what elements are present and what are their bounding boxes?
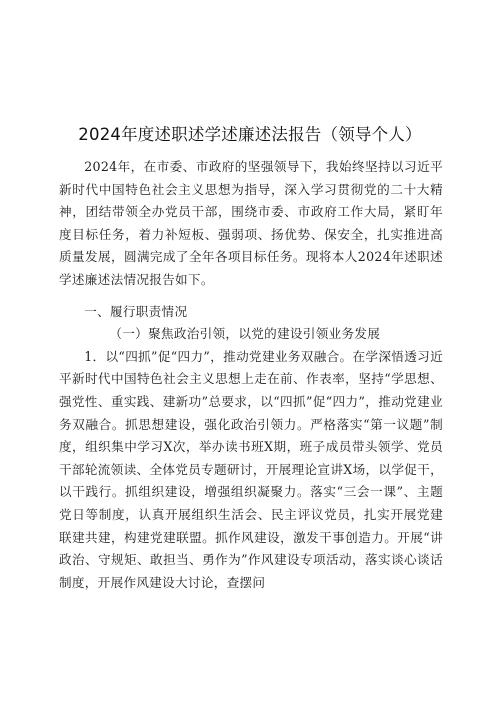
document-body: [59, 156, 443, 594]
item-paragraph-four-grasps: 1．以“四抓”促“四力”，推动党建业务双融合。在学深悟透习近平新时代中国特色社会主义思想上走在前、作表率，坚持“学思想、强党性、重实践、建新功”总要求，以“四抓”促“四力”，推动党建业务双融合。抓思想建设，强化政治引领力。严格落实“第一议题”制度，组织集中学习X次，举办读书班X期，班子成员带头领学、党员干部轮流领读、全体党员专题研讨，开展理论宣讲X场，以学促干，以干践行。抓组织建设，增强组织凝聚力。落实“三会一课”、主题党日等制度，认真开展组织生活会、民主评议党员，扎实开展党建联建共建，构建党建联盟。抓作风建设，激发干事创造力。开展“讲政治、守规矩、敢担当、勇作为”作风建设专项活动，落实谈心谈话制度，开展作风建设大讨论，查摆问: [59, 348, 443, 590]
section-heading-duties: 一、履行职责情况: [84, 303, 188, 319]
subsection-heading-political-guidance: （一）聚焦政治引领，以党的建设引领业务发展: [109, 326, 381, 342]
document-title: 2024年度述职述学述廉述法报告（领导个人）: [78, 125, 422, 144]
intro-paragraph: 2024年，在市委、市政府的坚强领导下，我始终坚持以习近平新时代中国特色社会主义思想为指导，深入学习贯彻党的二十大精神，团结带领全办党员干部，围绕市委、市政府工作大局，紧盯年度目标任务，着力补短板、强弱项、扬优势、保安全，扎实推进高质量发展，圆满完成了全年各项目标任务。现将本人2024年述职述学述廉述法情况报告如下。: [59, 159, 443, 287]
